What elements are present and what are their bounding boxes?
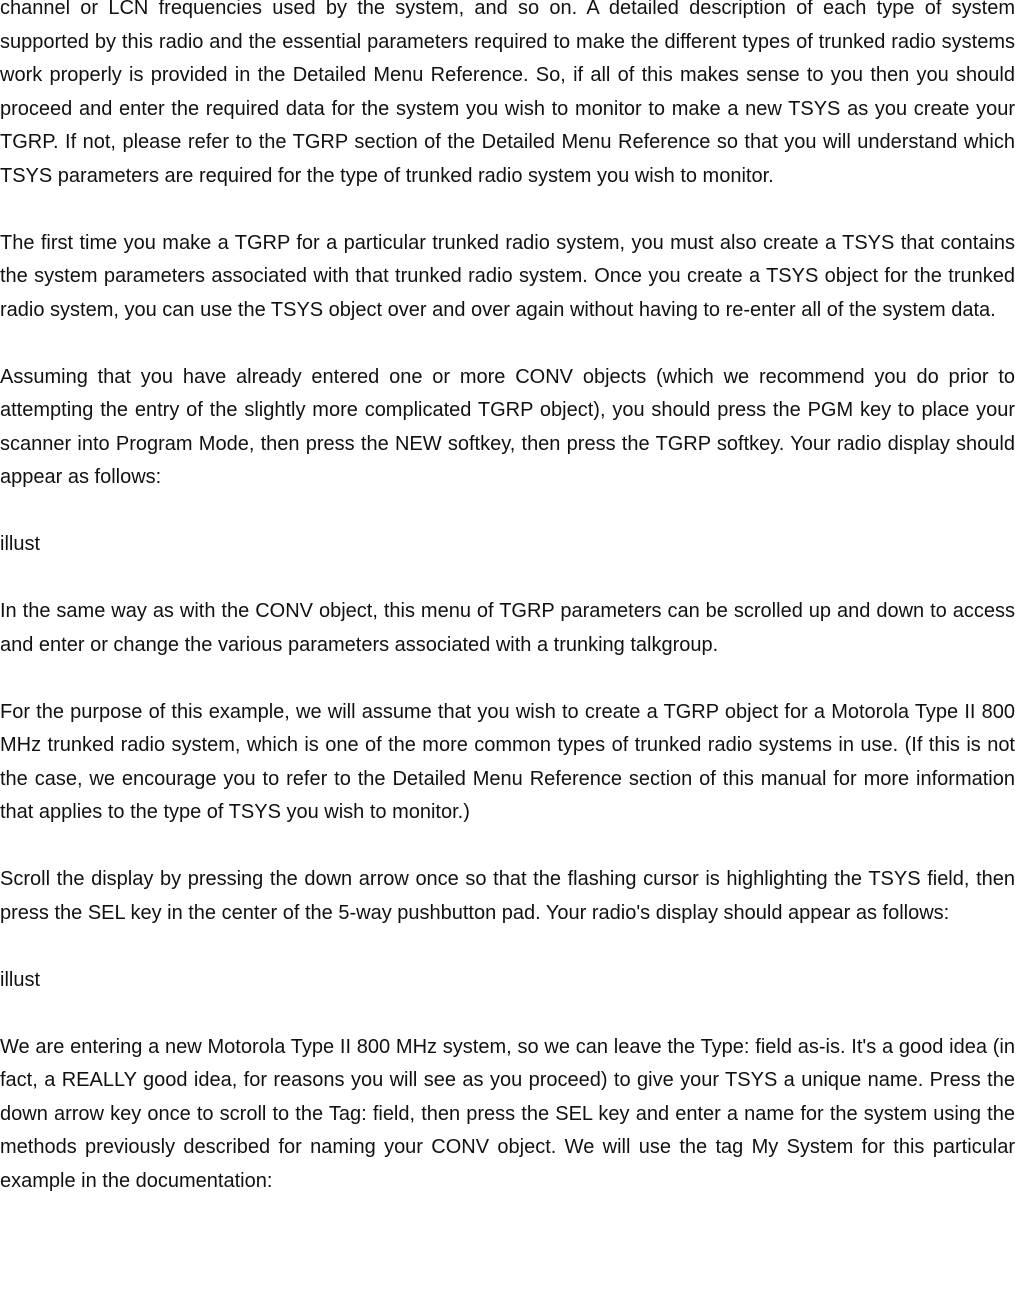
paragraph-system-parameters: channel or LCN frequencies used by the system, and so on. A detailed description of each type of system supported by this radio and the essential parameters required to make the different types of trunked radio systems work properly is provided in the Detailed Menu Reference. So, if all of this makes sense to you then you should proceed and enter the required data for the system you wish to monitor to make a new TSYS as you create your TGRP. If not, please refer to the TGRP section of the Detailed Menu Reference so that you will understand which TSYS parameters are required for the type of trunked radio system you wish to monitor. [0,0,1015,187]
paragraph-tag-field: We are entering a new Motorola Type II 800 MHz system, so we can leave the Type: field as-is. It's a good idea (in fact, a REALLY good idea, for reasons you will see as you proceed) to give your TSYS a unique name. Press the down arrow key once to scroll to the Tag: field, then press the SEL key and enter a name for the system using the methods previously described for naming your CONV object. We will use the tag My System for this particular example in the documentation: [0,1035,1015,1192]
paragraph-first-tgrp: The first time you make a TGRP for a particular trunked radio system, you must also create a TSYS that contains the system parameters associated with that trunked radio system. Once you create a TSYS object for the trunked radio system, you can use the TSYS object over and over again without having to re-enter all of the system data. [0,231,1015,321]
paragraph-program-mode: Assuming that you have already entered one or more CONV objects (which we recommend you do prior to attempting the entry of the slightly more complicated TGRP object), you should press the PGM key to place your scanner into Program Mode, then press the NEW softkey, then press the TGRP softkey. Your radio display should appear as follows: [0,365,1015,488]
paragraph-motorola-example: For the purpose of this example, we will assume that you wish to create a TGRP object for a Motorola Type II 800 MHz trunked radio system, which is one of the more common types of trunked radio systems in use. (If this is not the case, we encourage you to refer to the Detailed Menu Reference section of this manual for more information that applies to the type of TSYS you wish to monitor.) [0,700,1015,823]
paragraph-select-tsys: Scroll the display by pressing the down arrow once so that the flashing cursor is highlighting the TSYS field, then press the SEL key in the center of the 5-way pushbutton pad. Your radio's display should appear as follows: [0,868,1015,924]
paragraph-scroll-menu: In the same way as with the CONV object, this menu of TGRP parameters can be scrolled up and down to access and enter or change the various parameters associated with a trunking talkgroup. [0,600,1015,656]
illustration-placeholder-1: illust [0,533,41,555]
illustration-placeholder-2: illust [0,968,41,991]
